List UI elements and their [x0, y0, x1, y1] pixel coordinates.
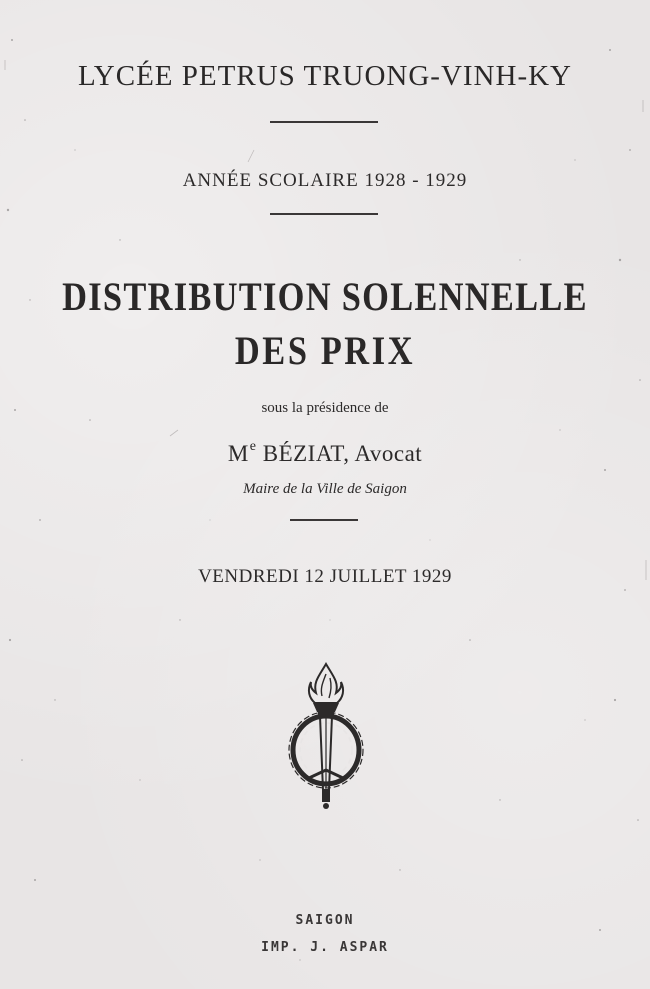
event-date: VENDREDI 12 JUILLET 1929 [198, 566, 452, 587]
divider-rule [270, 213, 378, 215]
printer-name: IMP. J. ASPAR [261, 940, 389, 955]
divider-rule [270, 121, 378, 123]
divider-rule [290, 519, 358, 521]
president-role: Maire de la Ville de Saigon [243, 481, 407, 497]
president-name: BÉZIAT, Avocat [262, 441, 423, 466]
presidence-label: sous la présidence de [261, 400, 389, 416]
president-prefix-sup: e [249, 439, 257, 455]
president-prefix: M [227, 441, 249, 466]
document-title-line2: DES PRIX [234, 328, 416, 373]
school-year: ANNÉE SCOLAIRE 1928 - 1929 [182, 170, 468, 191]
torch-wreath-emblem-icon [283, 660, 369, 816]
document-title-line1: DISTRIBUTION SOLENNELLE [62, 274, 588, 319]
president-line [0, 441, 650, 467]
print-city: SAIGON [295, 913, 355, 928]
school-name: LYCÉE PETRUS TRUONG-VINH-KY [78, 60, 572, 92]
